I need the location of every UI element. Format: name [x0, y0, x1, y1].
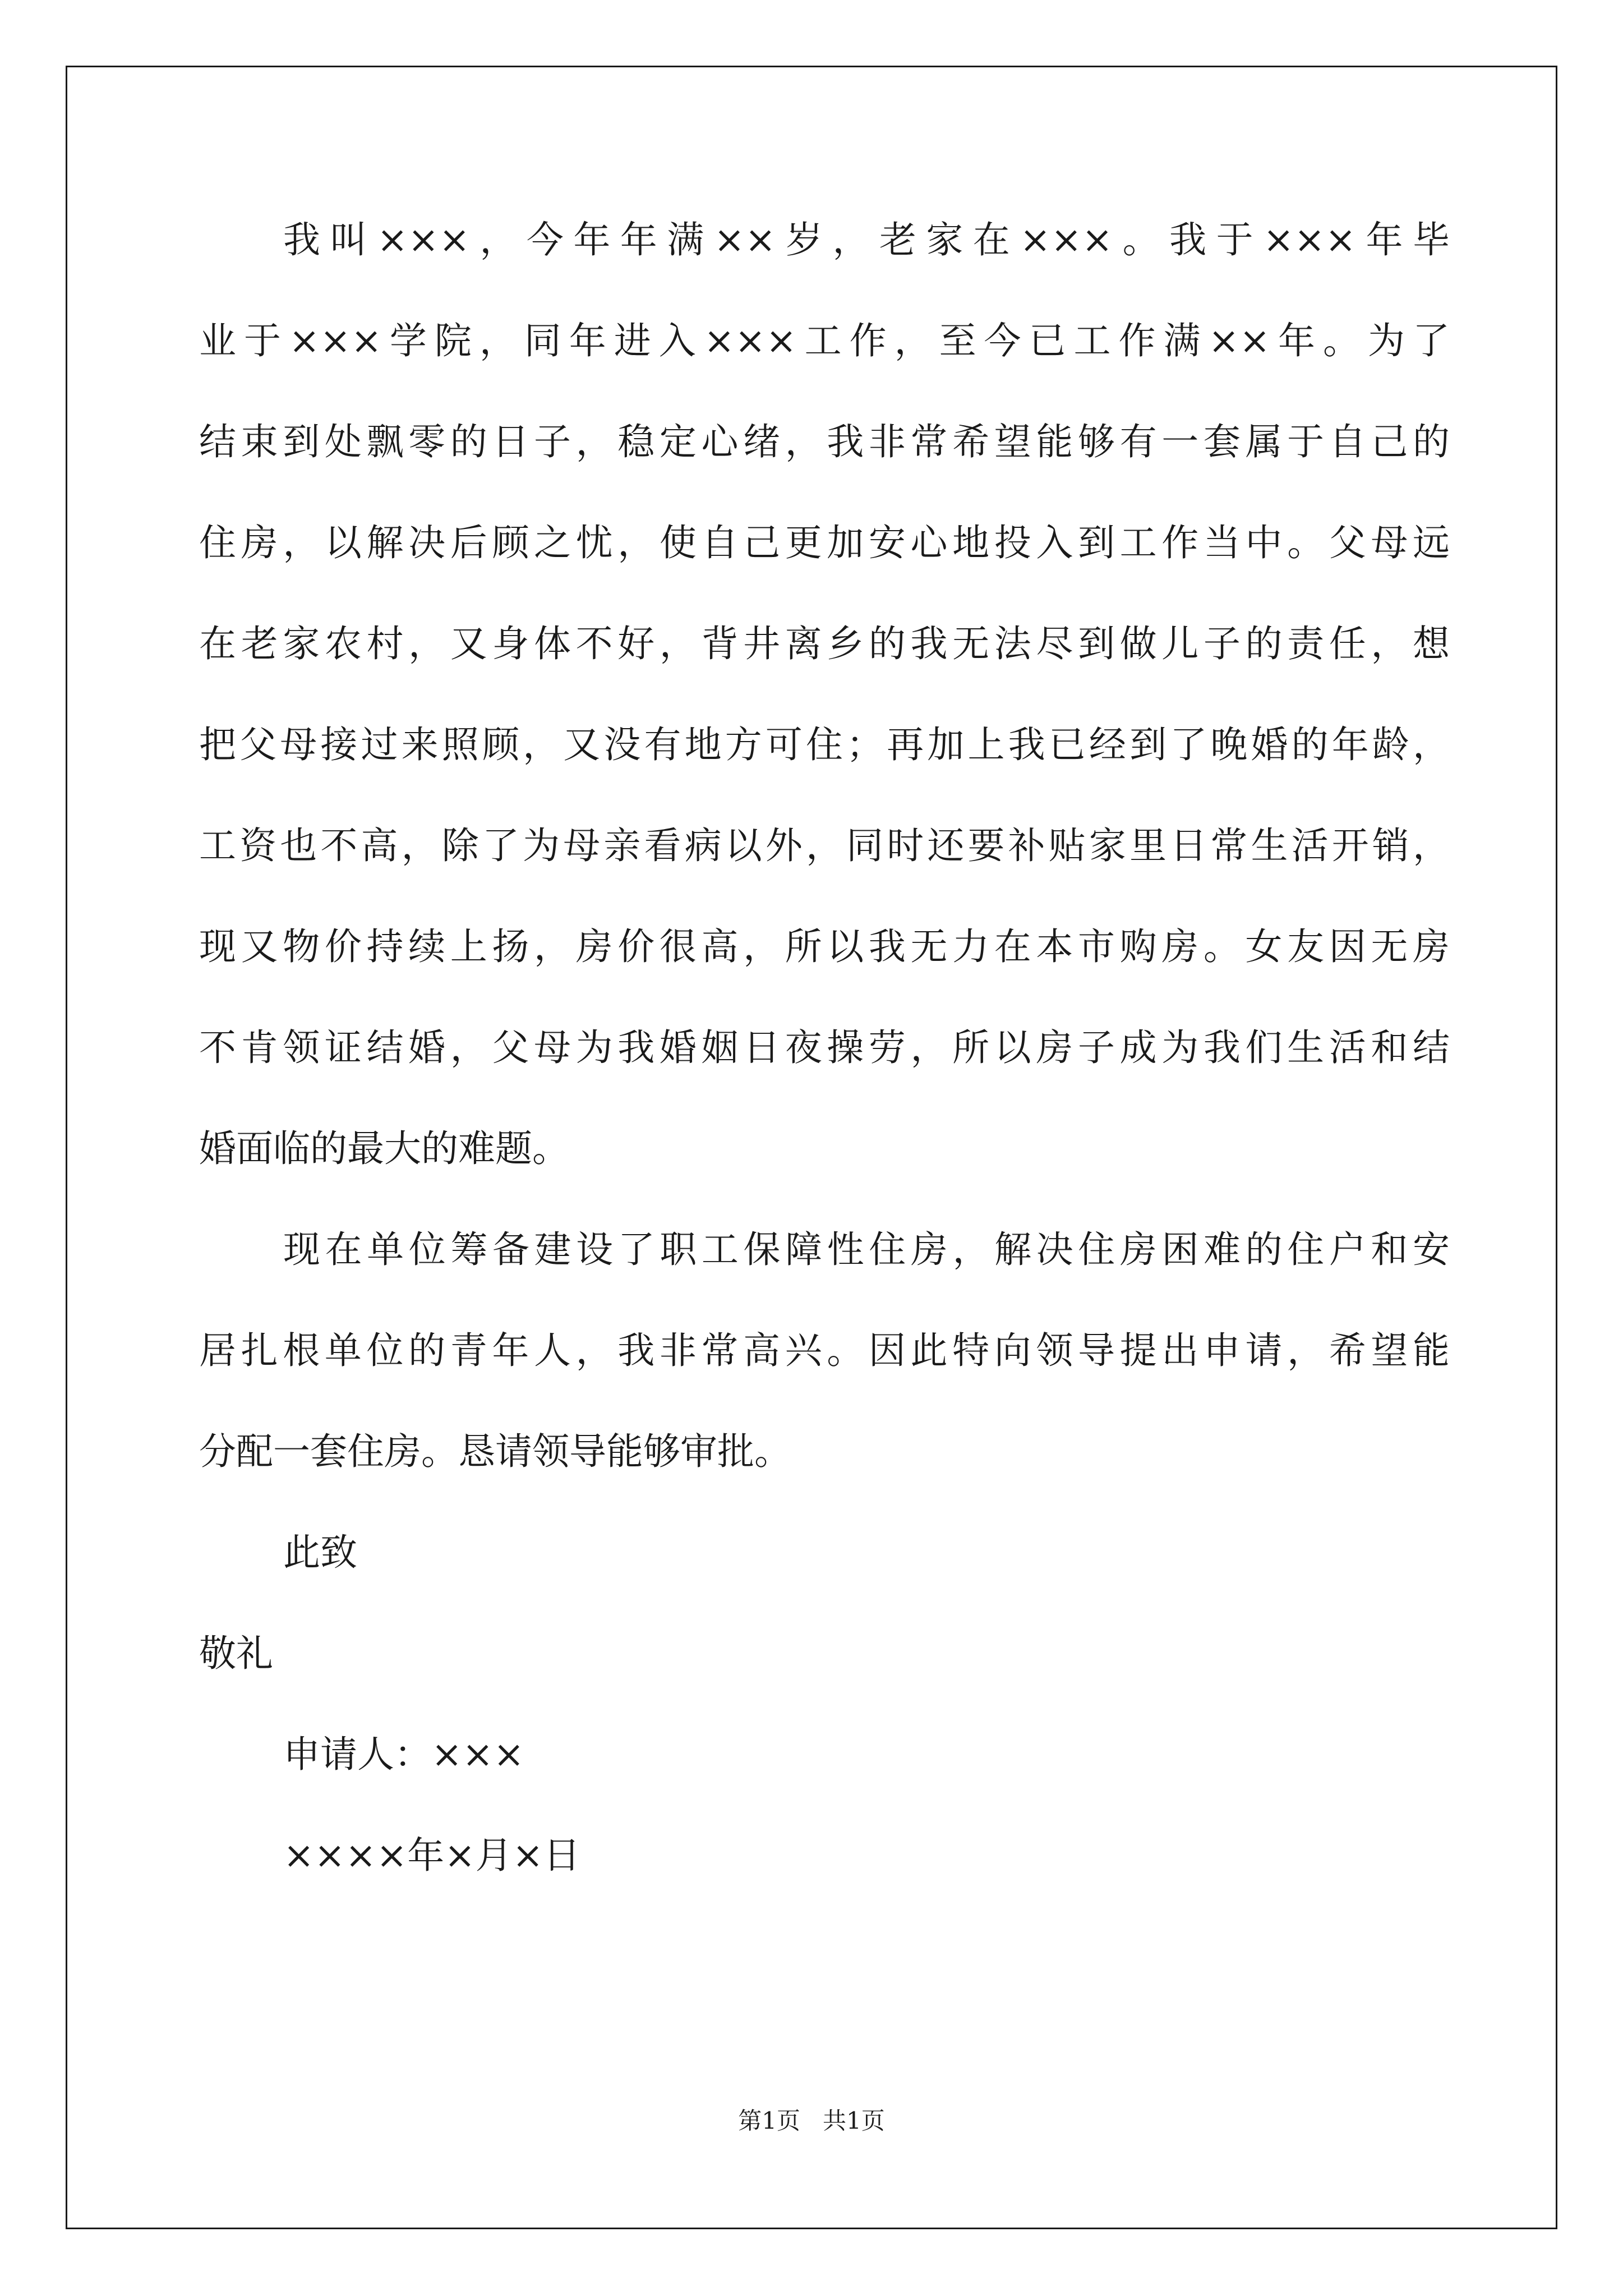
- text-line: 不肯领证结婚，父母为我婚姻日夜操劳，所以房子成为我们生活和结: [199, 1026, 1450, 1069]
- text-line: 婚面临的最大的难题。: [199, 1127, 569, 1170]
- text-line: 我叫×××，今年年满××岁，老家在×××。我于×××年毕: [283, 218, 1450, 261]
- salutation: 敬礼: [199, 1632, 273, 1675]
- text-line: 业于×××学院，同年进入×××工作，至今已工作满××年。为了: [199, 319, 1450, 362]
- text-line: 在老家农村，又身体不好，背井离乡的我无法尽到做儿子的责任，想: [199, 622, 1450, 665]
- applicant-signature: 申请人：×××: [283, 1733, 524, 1776]
- text-line: 居扎根单位的青年人，我非常高兴。因此特向领导提出申请，希望能: [199, 1329, 1450, 1372]
- text-line: 工资也不高，除了为母亲看病以外，同时还要补贴家里日常生活开销，: [199, 824, 1450, 867]
- text-line: 住房，以解决后顾之忧，使自己更加安心地投入到工作当中。父母远: [199, 521, 1450, 564]
- text-line: 把父母接过来照顾，又没有地方可住；再加上我已经到了晚婚的年龄，: [199, 723, 1450, 766]
- text-line: 结束到处飘零的日子，稳定心绪，我非常希望能够有一套属于自己的: [199, 420, 1450, 463]
- text-line: 现又物价持续上扬，房价很高，所以我无力在本市购房。女友因无房: [199, 925, 1450, 968]
- closing-phrase: 此致: [283, 1531, 357, 1574]
- page-footer: 第1页 共1页: [738, 2107, 885, 2134]
- text-line: 分配一套住房。恳请领导能够审批。: [199, 1430, 791, 1473]
- date-line: ××××年×月×日: [283, 1834, 580, 1877]
- text-line: 现在单位筹备建设了职工保障性住房，解决住房困难的住户和安: [283, 1228, 1450, 1271]
